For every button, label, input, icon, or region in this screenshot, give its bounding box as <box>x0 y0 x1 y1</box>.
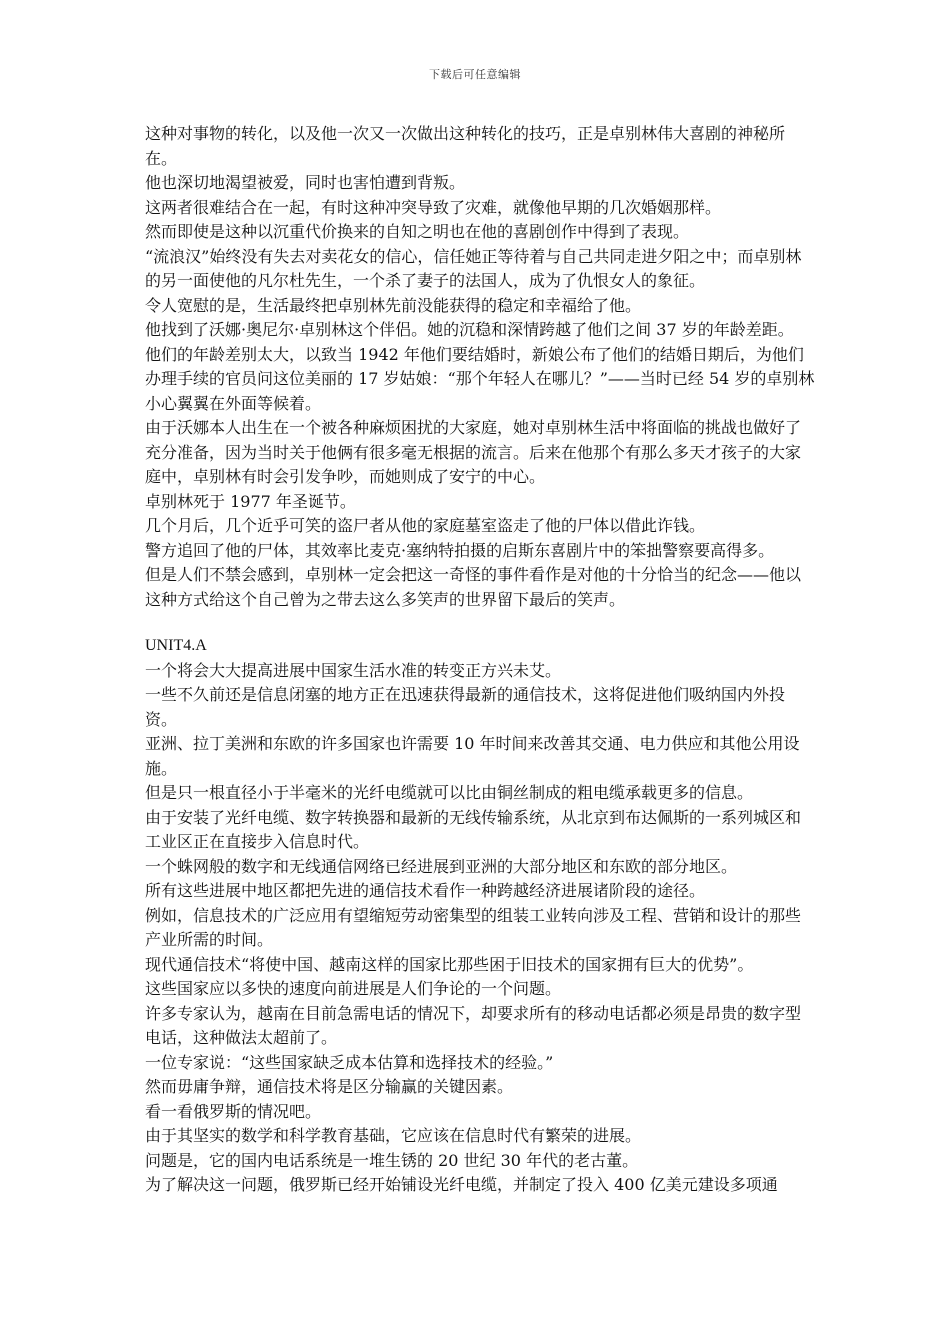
paragraph: 这两者很难结合在一起，有时这种冲突导致了灾难，就像他早期的几次婚姻那样。 <box>145 197 722 217</box>
paragraph: 现代通信技术“将使中国、越南这样的国家比那些困于旧技术的国家拥有巨大的优势”。 <box>145 954 754 974</box>
paragraph: 但是只一根直径小于半毫米的光纤电缆就可以比由铜丝制成的粗电缆承载更多的信息。 <box>145 783 754 802</box>
paragraph: 亚洲、拉丁美洲和东欧的许多国家也许需要 10 年时间来改善其交通、电力供应和其他公用设施。 <box>145 734 800 778</box>
paragraph: 由于沃娜本人出生在一个被各种麻烦困扰的大家庭，她对卓别林生活中将面临的挑战也做好了充分准备，因为当时关于他俩有很多毫无根据的流言。后来在他那个有那么多天才孩子的大家庭中，卓别林有时会引发争吵，而她则成了安宁的中心。 <box>145 418 802 486</box>
paragraph: 然而毋庸争辩，通信技术将是区分输赢的关键因素。 <box>145 1077 514 1096</box>
paragraph: 他也深切地渴望被爱，同时也害怕遭到背叛。 <box>145 173 466 192</box>
paragraph: 一个蛛网般的数字和无线通信网络已经进展到亚洲的大部分地区和东欧的部分地区。 <box>145 856 738 876</box>
document-body <box>145 122 815 1198</box>
paragraph: 由于其坚实的数学和科学教育基础，它应该在信息时代有繁荣的进展。 <box>145 1126 642 1145</box>
section-title: UNIT4.A <box>145 637 207 654</box>
paragraph: 许多专家认为，越南在目前急需电话的情况下，却要求所有的移动电话都必须是昂贵的数字型电话，这种做法太超前了。 <box>145 1003 802 1047</box>
paragraph: 所有这些进展中地区都把先进的通信技术看作一种跨越经济进展诸阶段的途径。 <box>145 881 706 900</box>
paragraph: 这种对事物的转化，以及他一次又一次做出这种转化的技巧，正是卓别林伟大喜剧的神秘所在。 <box>145 124 786 168</box>
paragraph: 警方追回了他的尸体，其效率比麦克·塞纳特拍摄的启斯东喜剧片中的笨拙警察要高得多。 <box>145 540 775 560</box>
paragraph: “流浪汉”始终没有失去对卖花女的信心，信任她正等待着与自己共同走进夕阳之中；而卓别林的另一面使他的凡尔杜先生，一个杀了妻子的法国人，成为了仇恨女人的象征。 <box>145 246 802 290</box>
paragraph: 他们的年龄差别太大，以致当 1942 年他们要结婚时，新娘公布了他们的结婚日期后，为他们办理手续的官员问这位美丽的 17 岁姑娘：“那个年轻人在哪儿？”——当时已经 54 岁的卓别林小心翼翼在外面等候着。 <box>145 344 815 413</box>
paragraph: 看一看俄罗斯的情况吧。 <box>145 1101 322 1121</box>
paragraph: 一位专家说：“这些国家缺乏成本估算和选择技术的经验。” <box>145 1052 554 1072</box>
paragraph: 卓别林死于 1977 年圣诞节。 <box>145 491 356 511</box>
paragraph: 然而即使是这种以沉重代价换来的自知之明也在他的喜剧创作中得到了表现。 <box>145 222 690 241</box>
page-header: 下载后可任意编辑 <box>429 68 521 81</box>
paragraph: 令人宽慰的是，生活最终把卓别林先前没能获得的稳定和幸福给了他。 <box>145 295 642 315</box>
paragraph: 一个将会大大提高进展中国家生活水准的转变正方兴未艾。 <box>145 660 562 680</box>
paragraph: 由于安装了光纤电缆、数字转换器和最新的无线传输系统，从北京到布达佩斯的一系列城区和工业区正在直接步入信息时代。 <box>145 807 802 851</box>
paragraph: 问题是，它的国内电话系统是一堆生锈的 20 世纪 30 年代的老古董。 <box>145 1150 639 1170</box>
paragraph: 一些不久前还是信息闭塞的地方正在迅速获得最新的通信技术，这将促进他们吸纳国内外投资。 <box>145 685 786 729</box>
section-chaplin <box>145 122 815 612</box>
paragraph: 他找到了沃娜·奥尼尔·卓别林这个伴侣。她的沉稳和深情跨越了他们之间 37 岁的年龄差距。 <box>145 320 794 339</box>
paragraph: 为了解决这一问题，俄罗斯已经开始铺设光纤电缆，并制定了投入 400 亿美元建设多项通 <box>145 1175 778 1194</box>
paragraph: 但是人们不禁会感到，卓别林一定会把这一奇怪的事件看作是对他的十分恰当的纪念——他以这种方式给这个自己曾为之带去这么多笑声的世界留下最后的笑声。 <box>145 565 802 609</box>
section-unit4a <box>145 634 815 1198</box>
paragraph: 几个月后，几个近乎可笑的盗尸者从他的家庭墓室盗走了他的尸体以借此诈钱。 <box>145 516 706 535</box>
paragraph: 这些国家应以多快的速度向前进展是人们争论的一个问题。 <box>145 979 562 998</box>
paragraph: 例如，信息技术的广泛应用有望缩短劳动密集型的组装工业转向涉及工程、营销和设计的那些产业所需的时间。 <box>145 905 802 949</box>
